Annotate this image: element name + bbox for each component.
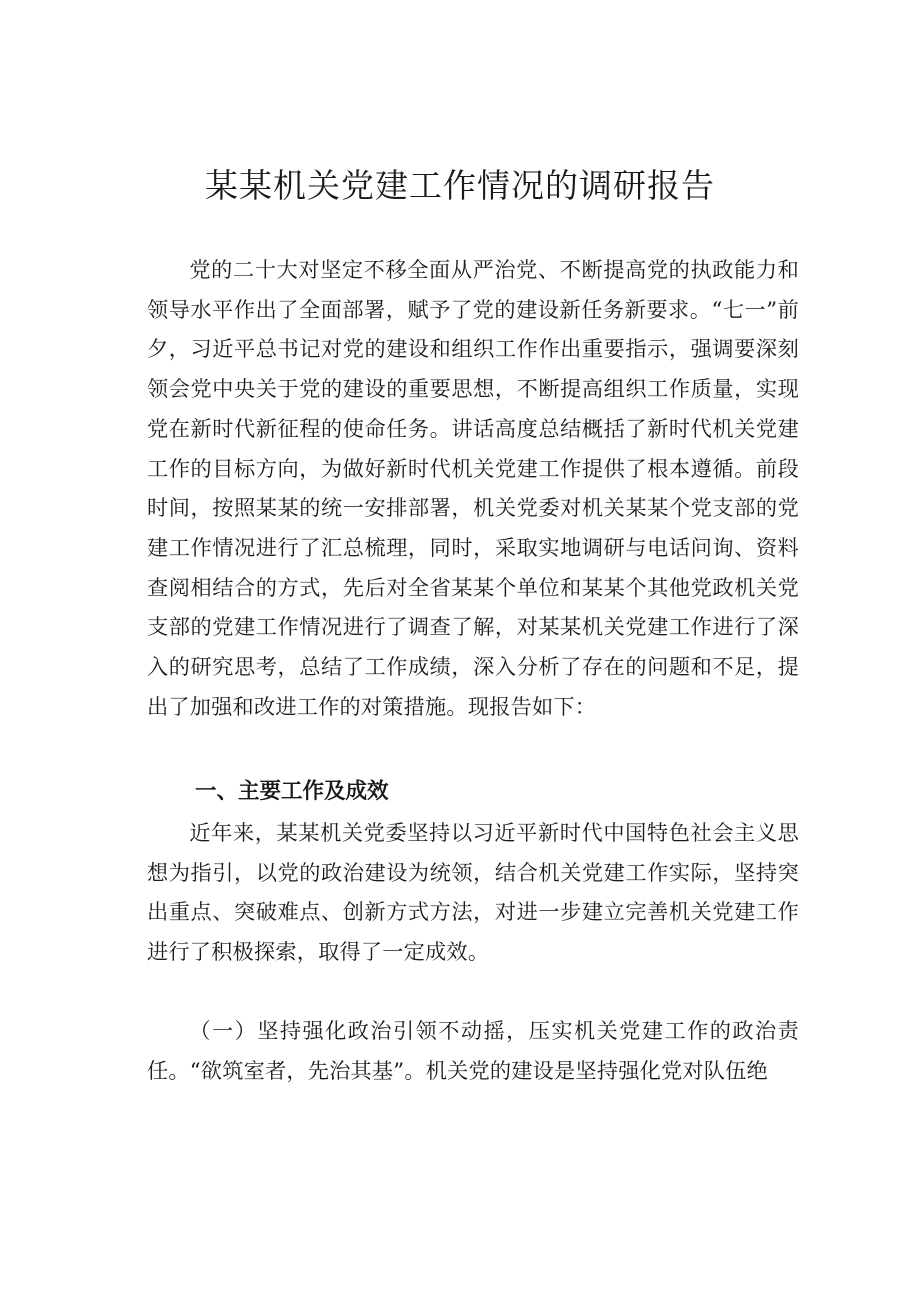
intro-paragraph: 党的二十大对坚定不移全面从严治党、不断提高党的执政能力和领导水平作出了全面部署，赋予了党的建设新任务新要求。“七一”前夕，习近平总书记对党的建设和组织工作作出重要指示，强调要深刻领会党中央关于党的建设的重要思想，不断提高组织工作质量，实现党在新时代新征程的使命任务。讲话高度总结概括了新时代机关党建工作的目标方向，为做好新时代机关党建工作提供了根本遵循。前段时间，按照某某的统一安排部署，机关党委对机关某某个党支部的党建工作情况进行了汇总梳理，同时，采取实地调研与电话问询、资料查阅相结合的方式，先后对全省某某个单位和某某个其他党政机关党支部的党建工作情况进行了调查了解，对某某机关党建工作进行了深入的研究思考，总结了工作成绩，深入分析了存在的问题和不足，提出了加强和改进工作的对策措施。现报告如下：	[147, 257, 799, 719]
subsection-paragraph: （一）坚持强化政治引领不动摇，压实机关党建工作的政治责任。“欲筑室者，先治其基”。机关党的建设是坚持强化党对队伍绝	[147, 1018, 799, 1083]
section-heading-main-work: 一、主要工作及成效	[195, 779, 389, 804]
document-title: 某某机关党建工作情况的调研报告	[205, 166, 715, 205]
section-body-paragraph: 近年来，某某机关党委坚持以习近平新时代中国特色社会主义思想为指引，以党的政治建设为统领，结合机关党建工作实际，坚持突出重点、突破难点、创新方式方法，对进一步建立完善机关党建工作进行了积极探索，取得了一定成效。	[147, 820, 799, 965]
